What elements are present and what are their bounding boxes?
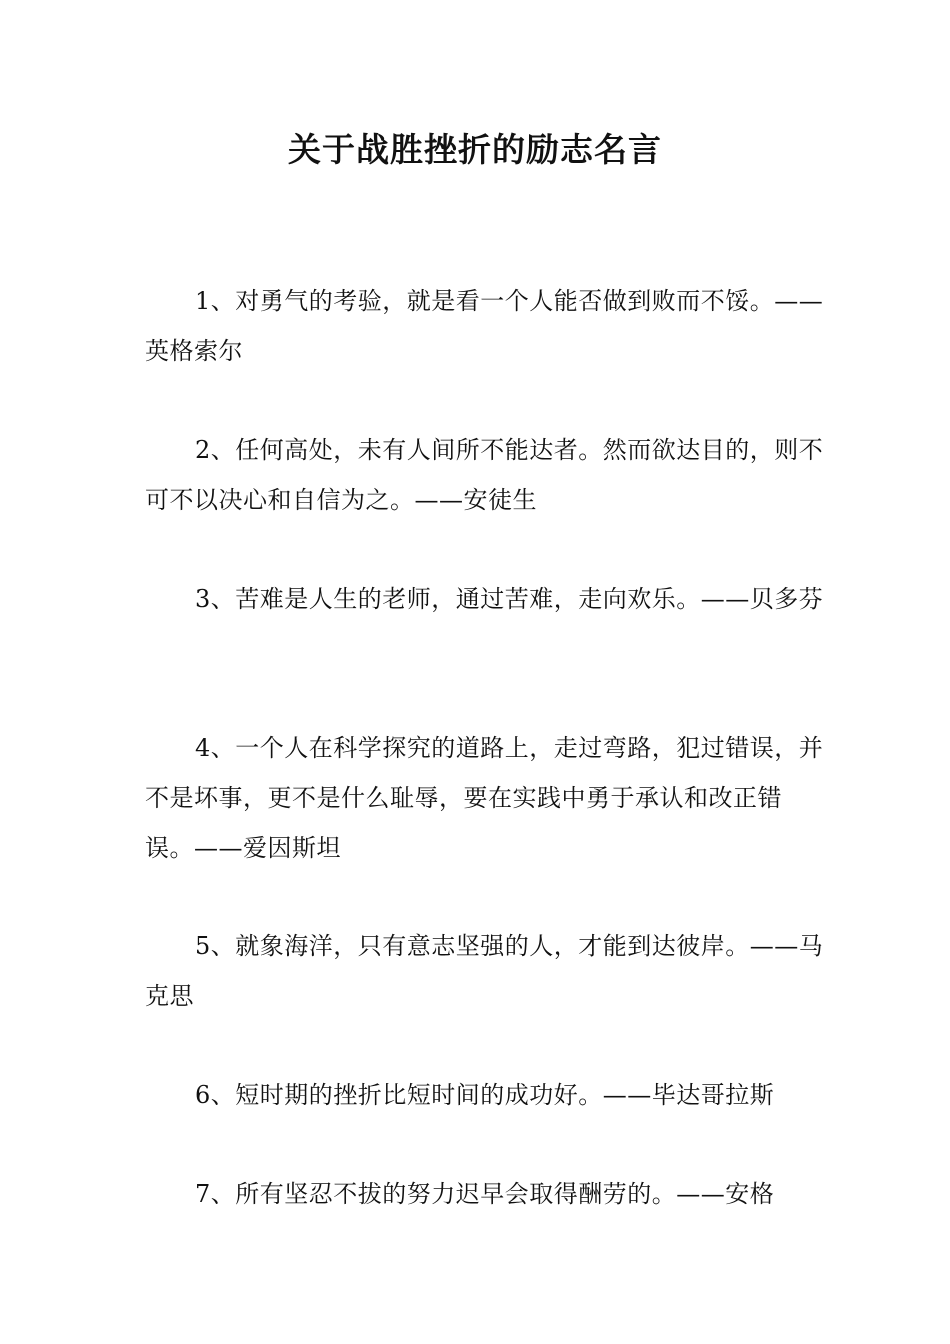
quote-paragraph: 6、短时期的挫折比短时间的成功好。——毕达哥拉斯 [195, 1081, 775, 1109]
quote-paragraph: 1、对勇气的考验，就是看一个人能否做到败而不馁。——英格索尔 [145, 287, 824, 365]
quote-paragraph: 7、所有坚忍不拔的努力迟早会取得酬劳的。——安格 [195, 1180, 775, 1208]
quote-paragraph: 2、任何高处，未有人间所不能达者。然而欲达目的，则不可不以决心和自信为之。——安徒生 [145, 436, 824, 514]
quote-paragraph: 3、苦难是人生的老师，通过苦难，走向欢乐。——贝多芬 [195, 585, 824, 613]
quote-paragraph: 4、一个人在科学探究的道路上，走过弯路，犯过错误，并不是坏事，更不是什么耻辱，要在实践中勇于承认和改正错误。——爱因斯坦 [145, 734, 824, 862]
quote-paragraph: 5、就象海洋，只有意志坚强的人，才能到达彼岸。——马克思 [145, 932, 824, 1010]
document-title: 关于战胜挫折的励志名言 [288, 130, 662, 169]
